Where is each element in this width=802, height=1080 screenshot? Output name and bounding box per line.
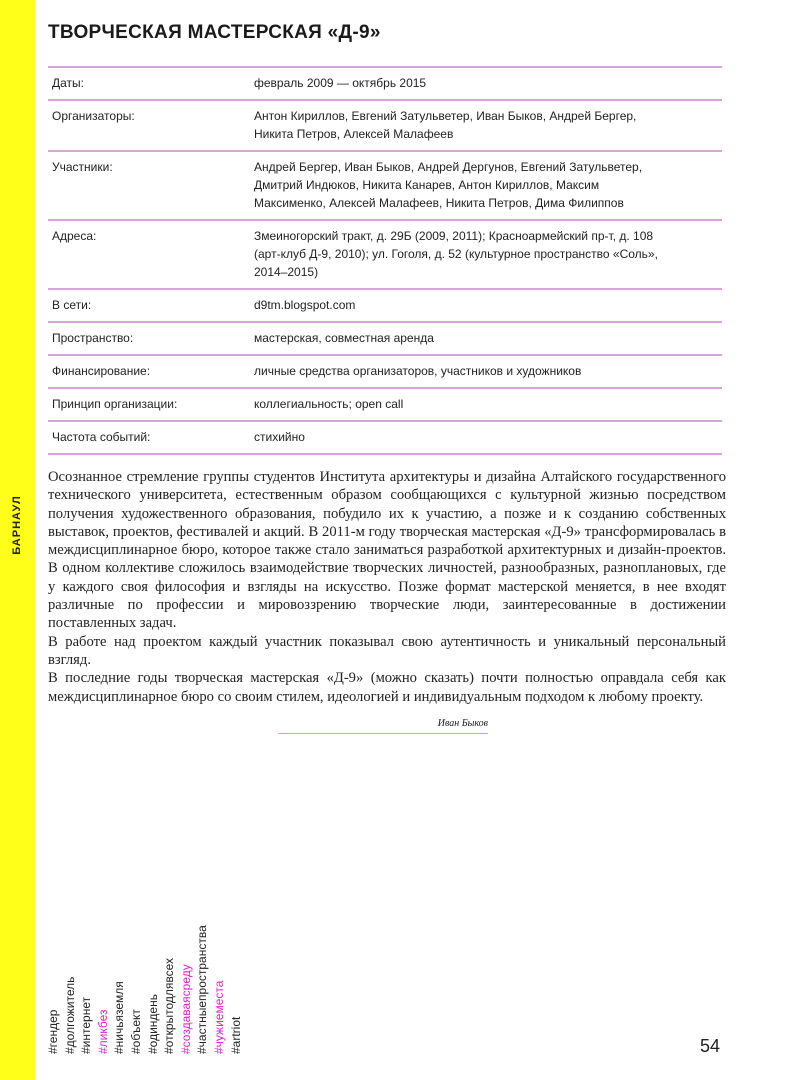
table-row <box>48 152 722 221</box>
hashtag-text: #ничьяземля <box>112 981 127 1054</box>
table-row <box>48 221 722 290</box>
row-label: Адреса: <box>52 229 97 243</box>
table-row <box>48 101 722 152</box>
row-value: Андрей Бергер, Иван Быков, Андрей Дергунов, Евгений Затульветер, Дмитрий Индюков, Никита Канарев, Антон Кириллов, Максим Максименко, Алексей Малафеев, Никита Петров, Дима Филиппов <box>254 160 643 210</box>
table-row <box>48 68 722 101</box>
paragraph: В работе над проектом каждый участник показывал свою аутентичность и уникальный персональный взгляд. <box>48 633 726 668</box>
row-label: Организаторы: <box>52 109 135 123</box>
hashtag-text: #объект <box>129 1009 143 1054</box>
row-value: февраль 2009 — октябрь 2015 <box>254 76 427 90</box>
row-value: Антон Кириллов, Евгений Затульветер, Иван Быков, Андрей Бергер, Никита Петров, Алексей Малафеев <box>254 109 637 141</box>
row-label: Частота событий: <box>52 430 151 444</box>
row-value: стихийно <box>254 430 305 444</box>
info-table <box>48 66 722 455</box>
hashtag-text: #одиндень <box>145 994 160 1054</box>
article-body <box>48 468 726 706</box>
city-label: БАРНАУЛ <box>11 495 23 555</box>
table-row <box>48 422 722 455</box>
hashtag-text: #долгожитель <box>62 976 77 1054</box>
row-label: Финансирование: <box>52 364 151 378</box>
table-row <box>48 356 722 389</box>
page-title: ТВОРЧЕСКАЯ МАСТЕРСКАЯ «Д-9» <box>48 22 381 43</box>
paragraph: В последние годы творческая мастерская «Д-9» (можно сказать) почти полностью оправдала себя как междисциплинарное бюро со своим стилем, идеологией и индивидуальным подходом к любому проекту. <box>48 670 726 705</box>
row-label: Участники: <box>52 160 113 174</box>
row-value: d9tm.blogspot.com <box>254 298 356 312</box>
row-label: В сети: <box>52 298 92 312</box>
author-signature: Иван Быков <box>278 718 488 734</box>
hashtag-text: #частныепространства <box>195 925 210 1054</box>
hashtag-text: #создаваясреду <box>178 964 193 1054</box>
hashtag-text: #интернет <box>79 996 94 1054</box>
hashtag-text: #открытодлявсех <box>162 957 177 1054</box>
table-row <box>48 323 722 356</box>
table-row <box>48 290 722 323</box>
page-number: 54 <box>700 1036 721 1056</box>
hashtag-text: #artriot <box>228 1016 243 1054</box>
row-value: коллегиальность; open call <box>254 397 404 411</box>
hashtag-text: #гендер <box>46 1009 60 1054</box>
row-label: Пространство: <box>52 331 134 345</box>
hashtag-text: #чужиеместа <box>212 980 226 1054</box>
row-value: Змеиногорский тракт, д. 29Б (2009, 2011); Красноармейский пр-т, д. 108 (арт-клуб Д-9, 2010); ул. Гоголя, д. 52 (культурное пространство «Соль», 2014–2015) <box>254 229 658 279</box>
row-label: Даты: <box>52 76 84 90</box>
hashtag-text: #ликбез <box>95 1009 110 1054</box>
paragraph: Осознанное стремление группы студентов Института архитектуры и дизайна Алтайского государственного технического университета, естественным образом сообщающихся с культурной жизнью посредством получения художественного образования, побудило их к участию, а позже и к созданию собственных выставок, проектов, фестивалей и акций. В 2011-м году творческая мастерская «Д-9» трансформировалась в междисциплинарное бюро, которое также стало заниматься разработкой архитектурных и дизайн-проектов. В одном коллективе сложилось взаимодействие творческих личностей, разнообразных, разноплановых, где у каждого своя философия и взгляды на искусство. Позже формат мастерской меняется, в нее входят различные по профессии и мировоззрению творческие люди, заинтересованные в достижении поставленных задач. <box>48 469 726 632</box>
row-value: мастерская, совместная аренда <box>254 331 434 345</box>
row-value: личные средства организаторов, участников и художников <box>254 364 582 378</box>
row-label: Принцип организации: <box>52 397 178 411</box>
table-row <box>48 389 722 422</box>
